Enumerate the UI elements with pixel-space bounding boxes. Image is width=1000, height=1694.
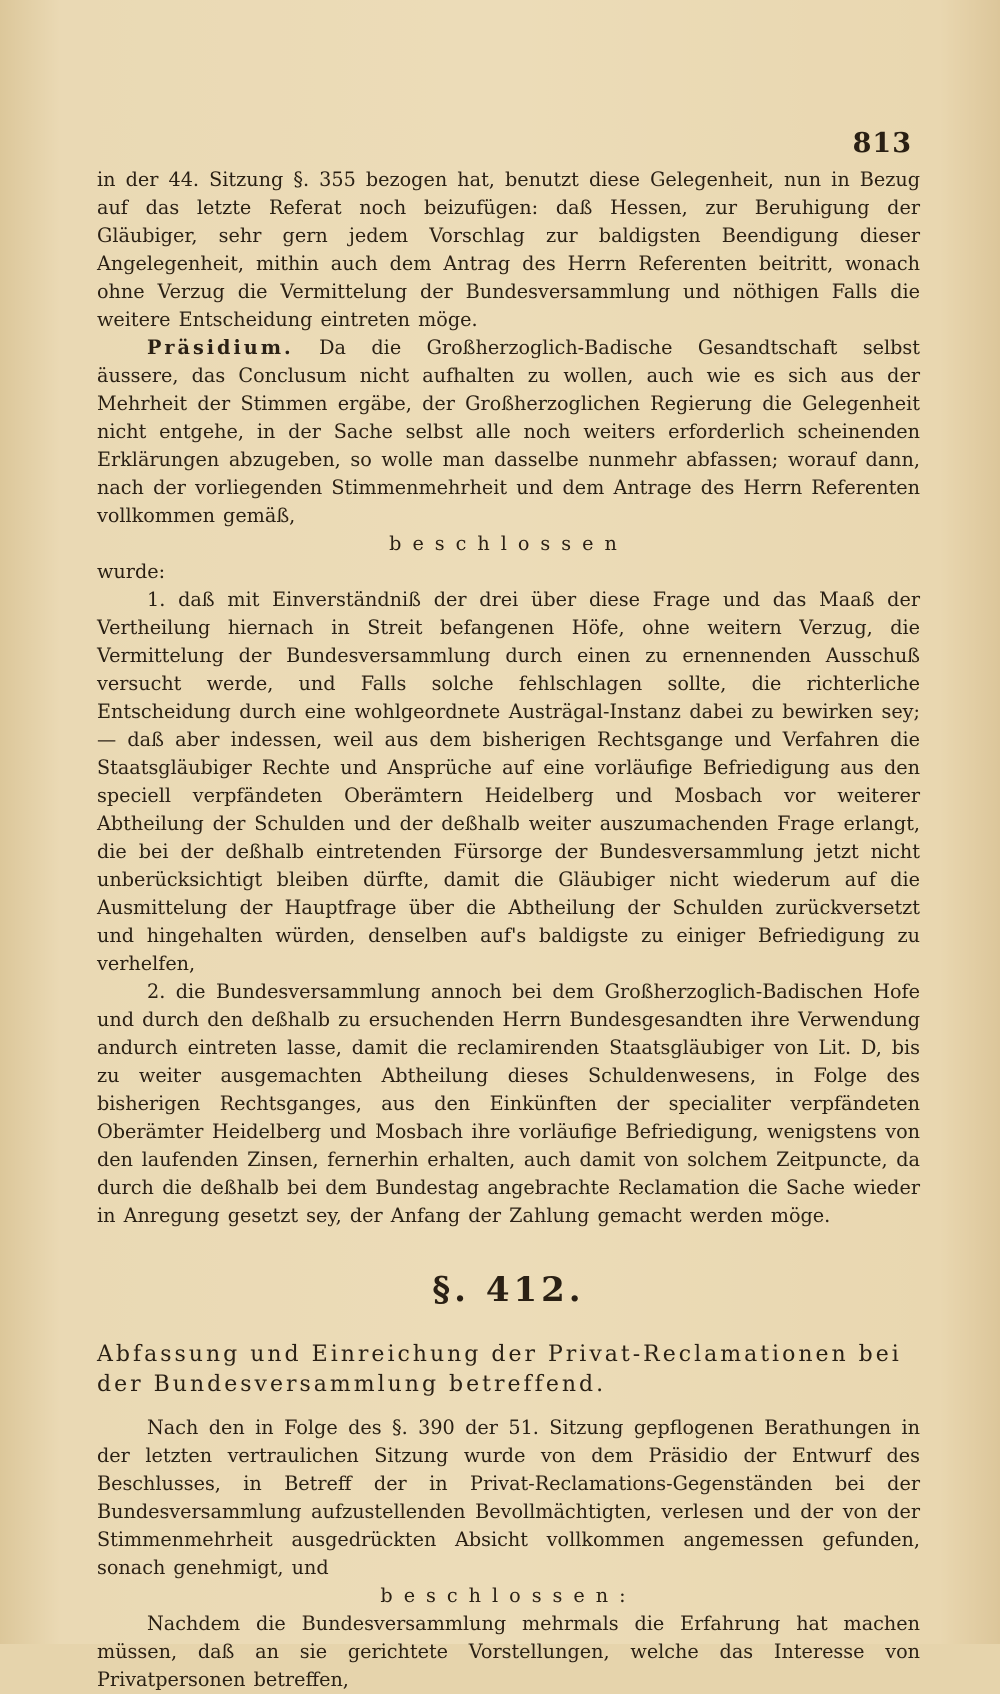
praesidium-label: Präsidium. [147,336,294,359]
section-title: Abfassung und Einreichung der Privat-Reclamationen bei der Bundesversammlung betreffend. [97,1342,902,1397]
section-paragraph: Nach den in Folge des §. 390 der 51. Sitzung gepflogenen Berathungen in der letzten vertraulichen Sitzung wurde von dem Präsidio der Entwurf des Beschlusses, in Betreff der in Privat-Reclamations-Gegenständen bei der Bundesversammlung aufzustellenden Bevollmächtigten, verlesen und der von der Stimmenmehrheit ausgedrückten Absicht vollkommen angemessen gefunden, sonach genehmigt, und [97,1416,920,1579]
resolution-item-2: 2. die Bundesversammlung annoch bei dem Großherzoglich-Badischen Hofe und durch den deßhalb zu ersuchenden Herrn Bundesgesandten ihre Verwendung andurch eintreten lasse, damit die reclamirenden Staatsgläubiger von Lit. D, bis zu weiter ausgemachten Abtheilung dieses Schuldenwesens, in Folge des bisherigen Rechtsganges, aus den Einkünften der specialiter verpfändeten Oberämter Heidelberg und Mosbach ihre vorläufige Befriedigung, wenigstens von den laufenden Zinsen, fernerhin erhalten, auch damit von solchem Zeitpuncte, da durch die deßhalb bei dem Bundestag angebrachte Reclamation die Sache wieder in Anregung gesetzt sey, der Anfang der Zahlung gemacht werden möge. [97,980,920,1227]
closing-paragraph: Nachdem die Bundesversammlung mehrmals die Erfahrung hat machen müssen, daß an sie gerichtete Vorstellungen, welche das Interesse von Privatpersonen betreffen, [97,1612,920,1691]
section-number: §. 412. [432,1270,585,1310]
beschlossen-heading-2: beschlossen: [380,1584,637,1607]
praesidium-text: Da die Großherzoglich-Badische Gesandtschaft selbst äussere, das Conclusum nicht aufhalten zu wollen, auch wie es sich aus der Mehrheit der Stimmen ergäbe, der Großherzoglichen Regierung die Gelegenheit nicht entgehe, in der Sache selbst alle noch weiters erforderlich scheinenden Erklärungen abzugeben, so wolle man dasselbe nunmehr abfassen; worauf dann, nach der vorliegenden Stimmenmehrheit und dem Antrage des Herrn Referenten vollkommen gemäß, [97,336,920,527]
praesidium-paragraph [97,334,920,530]
intro-paragraph: in der 44. Sitzung §. 355 bezogen hat, benutzt diese Gelegenheit, nun in Bezug auf das letzte Referat noch beizufügen: daß Hessen, zur Beruhigung der Gläubiger, sehr gern jedem Vorschlag zur baldigsten Beendigung dieser Angelegenheit, mithin auch dem Antrag des Herrn Referenten beitritt, wonach ohne Verzug die Vermittelung der Bundesversammlung und nöthigen Falls die weitere Entscheidung eintreten möge. [97,168,920,331]
resolution-item-1: 1. daß mit Einverständniß der drei über diese Frage und das Maaß der Vertheilung hiernach in Streit befangenen Höfe, ohne weitern Verzug, die Vermittelung der Bundesversammlung durch einen zu ernennenden Ausschuß versucht werde, und Falls solche fehlschlagen sollte, die richterliche Entscheidung durch eine wohlgeordnete Austrägal-Instanz dabei zu bewirken sey; — daß aber indessen, weil aus dem bisherigen Rechtsgange und Verfahren die Staatsgläubiger Rechte und Ansprüche auf eine vorläufige Befriedigung aus den speciell verpfändeten Oberämtern Heidelberg und Mosbach vor weiterer Abtheilung der Schulden und der deßhalb weiter auszumachenden Frage erlangt, die bei der deßhalb eintretenden Fürsorge der Bundesversammlung jetzt nicht unberücksichtigt bleiben dürfte, damit die Gläubiger nicht wiederum auf die Ausmittelung der Hauptfrage über die Abtheilung der Schulden zurückversetzt und hingehalten würden, denselben auf's baldigste zu einiger Befriedigung zu verhelfen, [97,588,920,975]
wurde-label: wurde: [97,560,166,583]
beschlossen-heading: beschlossen [389,532,628,555]
page-number: 813 [852,128,912,159]
